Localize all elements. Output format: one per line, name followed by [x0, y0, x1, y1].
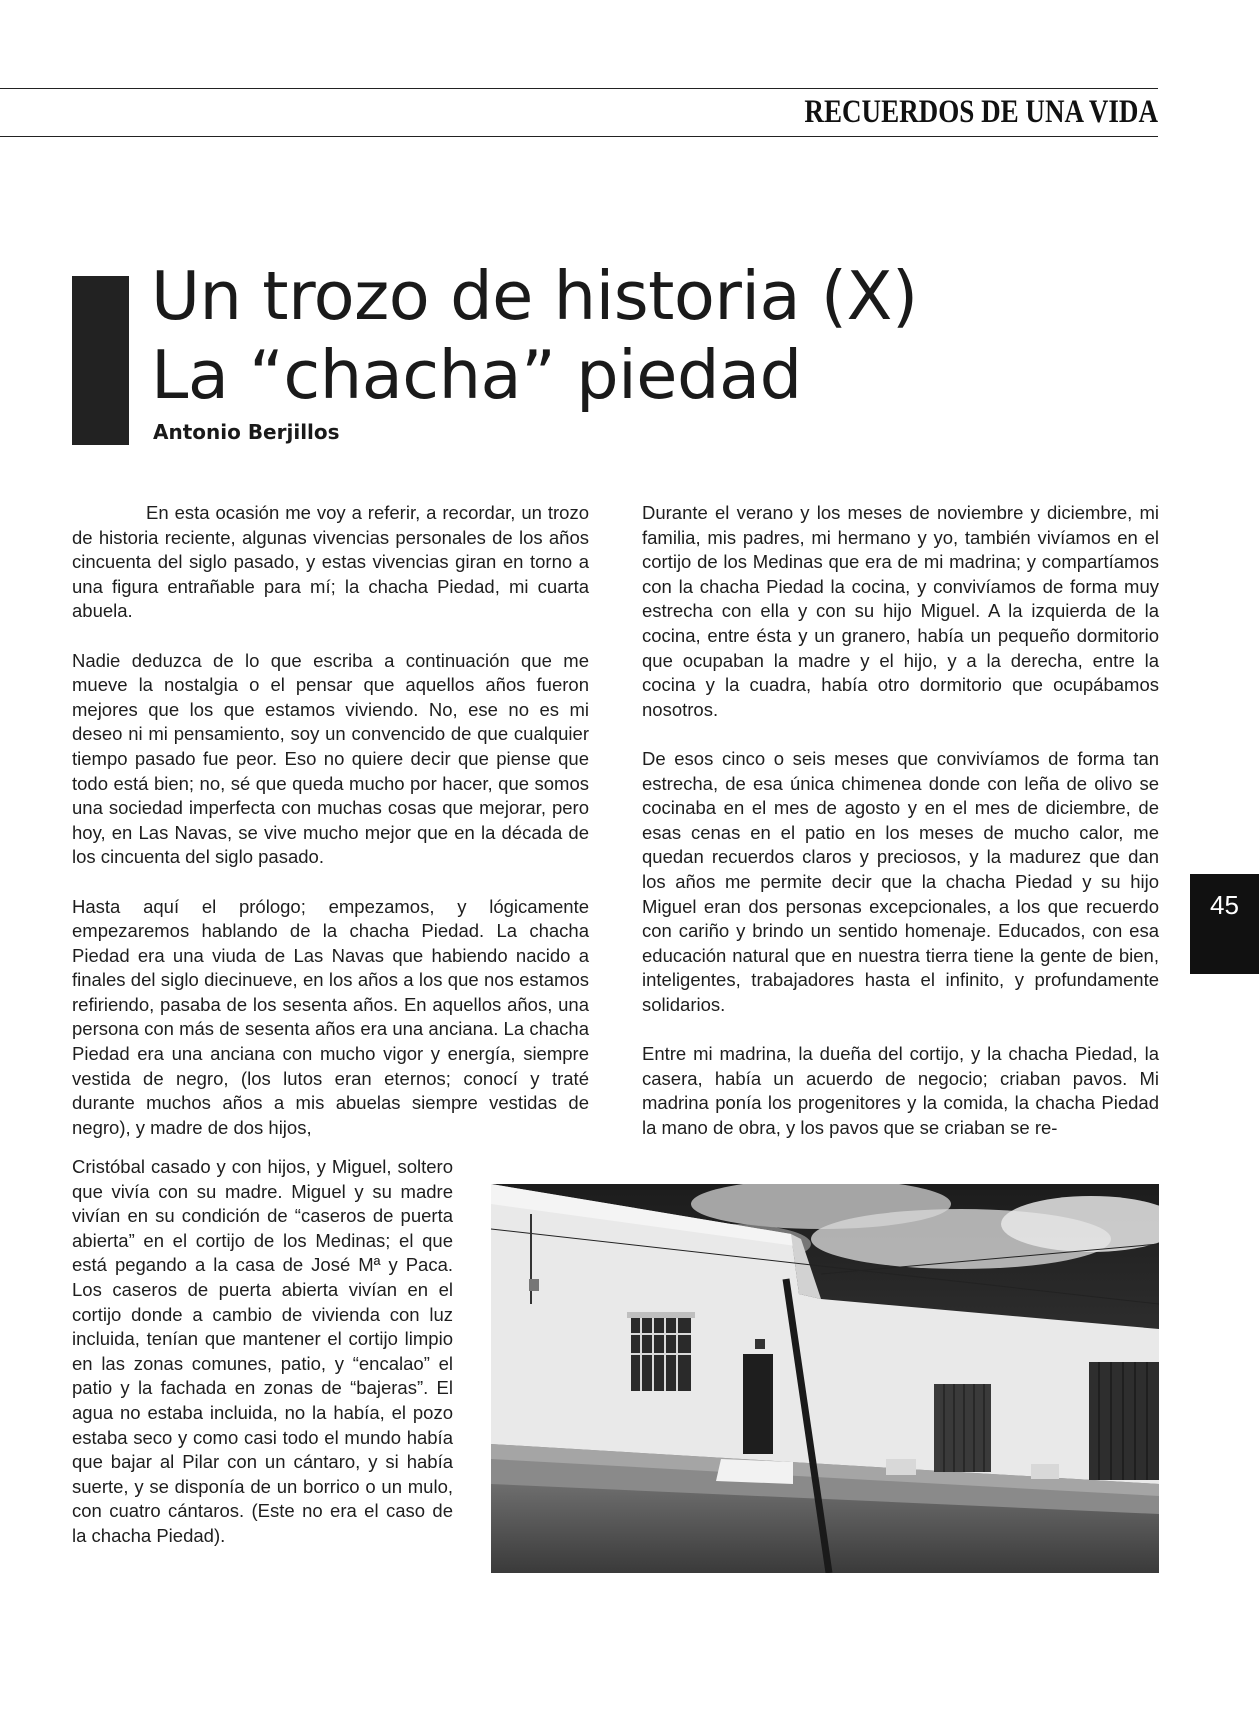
paragraph: Cristóbal casado y con hijos, y Miguel, soltero que vivía con su madre. Miguel y su madre vivían en su condición de “caseros de puerta abierta” en el cortijo de los Medinas; el que está pegando a la casa de José Mª y Paca. Los caseros de puerta abierta vivían en el cortijo donde a cambio de vivienda con luz incluida, tenían que mantener el cortijo limpio en las zonas comunes, patio, y “encalao” el patio y la fachada en zonas de “bajeras”. El agua no estaba incluida, no la había, el pozo estaba seco y como casi todo el mundo había que bajar al Pilar con un cántaro, y si había suerte, y se disponía de un borrico o un mulo, con cuatro cántaros. (Este no era el caso de la chacha Piedad). [72, 1156, 453, 1546]
paragraph: Nadie deduzca de lo que escriba a continuación que me mueve la nostalgia o el pensar que aquellos años fueron mejores que los que estamos viviendo. No, ese no es mi deseo ni mi pensamiento, soy un convencido de que cualquier tiempo pasado fue peor. Eso no quiere decir que piense que todo está bien; no, sé que queda mucho por hacer, que somos una sociedad imperfecta con muchas cosas que mejorar, pero hoy, en Las Navas, se vive mucho mejor que en la década de los cincuenta del siglo pasado. [72, 649, 589, 868]
page-number-tab: 45 [1190, 874, 1259, 974]
section-title: RECUERDOS DE UNA VIDA [804, 94, 1158, 130]
farmhouse-photo-drawing [491, 1184, 1159, 1573]
author-byline: Antonio Berjillos [153, 420, 340, 444]
paragraph: Durante el verano y los meses de noviembre y diciembre, mi familia, mis padres, mi hermano y yo, también vivíamos en el cortijo de los Medinas que era de mi madrina; y compartíamos con la chacha Piedad la cocina, y convivíamos de forma muy estrecha con ella y con su hijo Miguel. A la izquierda de la cocina, entre ésta y un granero, había un pequeño dormitorio que ocupaban la madre y el hijo, y a la derecha, entre la cocina y la cuadra, había otro dormitorio que ocupábamos nosotros. [642, 502, 1159, 720]
header-rule-bottom [0, 136, 1158, 137]
title-accent-bar [72, 276, 129, 445]
text-column-left [72, 501, 589, 1165]
text-column-right [642, 501, 1159, 1165]
paragraph: Entre mi madrina, la dueña del cortijo, y la chacha Piedad, la casera, había un acuerdo de negocio; criaban pavos. Mi madrina ponía los progenitores y la comida, la chacha Piedad la mano de obra, y los pavos que se criaban se re- [642, 1043, 1159, 1138]
title-line-2: La “chacha” piedad [151, 336, 802, 414]
paragraph: Hasta aquí el prólogo; empezamos, y lógicamente empezaremos hablando de la chacha Piedad. La chacha Piedad era una viuda de Las Navas que habiendo nacido a finales del siglo diecinueve, en los años a los que nos estamos refiriendo, pasaba de los sesenta años. En aquellos años, una persona con más de sesenta años era una anciana. La chacha Piedad era una anciana con mucho vigor y energía, siempre vestida de negro, (los lutos eran eternos; conocí y traté durante muchos años a mis abuelas siempre vestidas de negro), y madre de dos hijos, [72, 895, 589, 1138]
article-title [151, 257, 918, 415]
paragraph: En esta ocasión me voy a referir, a recordar, un trozo de historia reciente, algunas vivencias personales de los años cincuenta del siglo pasado, y estas vivencias giran en torno a una figura entrañable para mí; la chacha Piedad, mi cuarta abuela. [72, 502, 589, 622]
title-line-1: Un trozo de historia (X) [151, 257, 918, 335]
header-rule-top [0, 88, 1158, 89]
text-column-under-photo [72, 1155, 453, 1573]
paragraph: De esos cinco o seis meses que convivíamos de forma tan estrecha, de esa única chimenea donde con leña de olivo se cocinaba en el mes de agosto y en el mes de diciembre, de esas cenas en el patio en los meses de mucho calor, me quedan recuerdos claros y preciosos, y la madurez que dan los años me permite decir que la chacha Piedad y su hijo Miguel eran dos personas excepcionales, a los que recuerdo con cariño y brindo un sentido homenaje. Educados, con esa educación natural que en nuestra tierra tiene la gente de bien, inteligentes, trabajadores hasta el infinito, y profundamente solidarios. [642, 747, 1159, 1015]
farmhouse-photo [491, 1184, 1159, 1573]
